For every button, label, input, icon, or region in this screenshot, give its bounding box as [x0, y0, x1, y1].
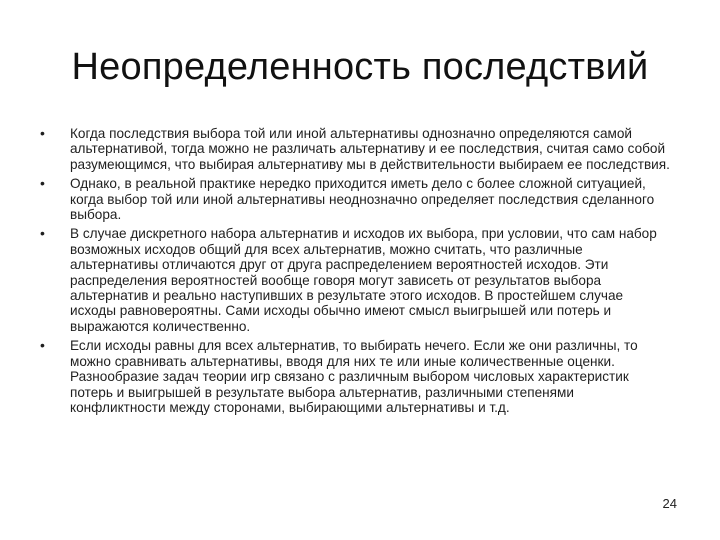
bullet-item — [38, 126, 670, 172]
slide-title: Неопределенность последствий — [71, 46, 649, 88]
bullet-icon: • — [40, 337, 45, 354]
bullet-icon: • — [40, 125, 45, 141]
bullet-text: Однако, в реальной практике нередко приходится иметь дело с более сложной ситуацией, когда выбор той или иной альтернативы неоднозначно определяет последствия сделанного выбора. — [70, 176, 655, 223]
bullet-icon: • — [40, 175, 45, 192]
bullet-item — [38, 226, 670, 334]
bullet-text: Если исходы равны для всех альтернатив, то выбирать нечего. Если же они различны, то можно сравнивать альтернативы, вводя для них те или иные количественные оценки. Разнообразие задач теории игр связано с различным выбором числовых характеристик потерь и выигрышей в результате выбора альтернатив, различными степенями конфликтности между сторонами, выбирающими альтернативы и т.д. — [70, 338, 638, 415]
bullet-item — [38, 338, 670, 415]
bullet-text: В случае дискретного набора альтернатив и исходов их выбора, при условии, что сам набор возможных исходов общий для всех альтернатив, можно считать, что различные альтернативы отличаются друг от друга распределением вероятностей исходов. Эти распределения вероятностей вообще говоря могут зависеть от результатов выбора альтернатив и реально наступивших в результате этого исходов. В простейшем случае исходы равновероятны. Сами исходы обычно имеют смысл выигрышей или потерь и выражаются количественно. — [70, 226, 657, 334]
bullet-list — [38, 126, 670, 419]
page-number: 24 — [662, 496, 677, 511]
bullet-text: Когда последствия выбора той или иной альтернативы однозначно определяются самой альтернативой, тогда можно не различать альтернативу и ее последствия, считая само собой разумеющимся, что выбирая альтернативу мы в действительности выбираем ее последствия. — [70, 126, 670, 172]
bullet-item — [38, 176, 670, 222]
bullet-icon: • — [40, 225, 45, 242]
